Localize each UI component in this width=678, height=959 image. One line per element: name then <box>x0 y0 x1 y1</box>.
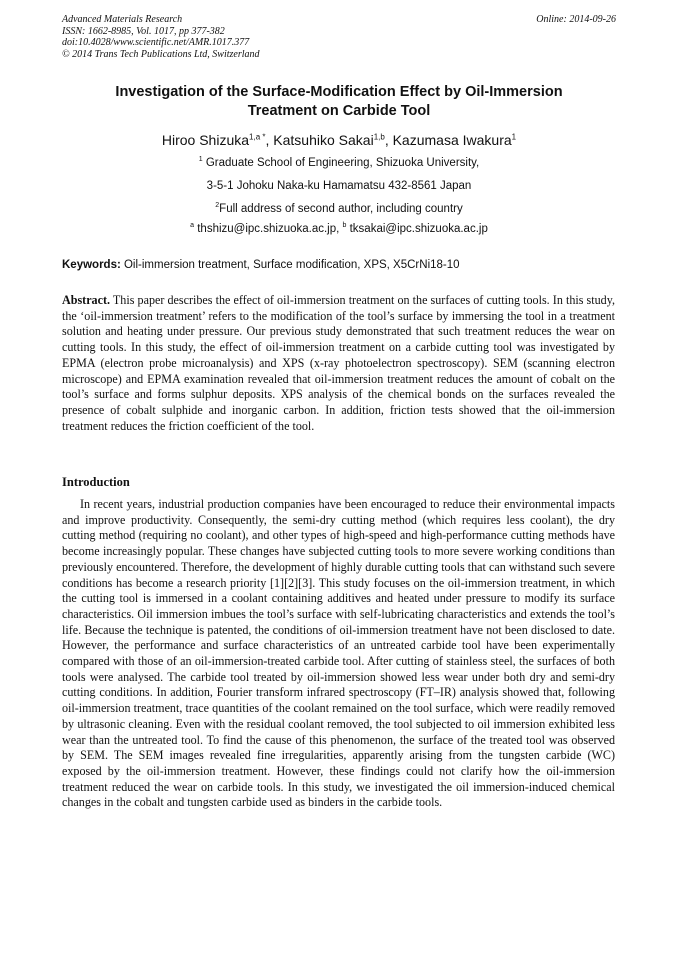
author-3-sup: 1 <box>511 132 517 142</box>
author-2-sup: 1,b <box>373 132 385 142</box>
affiliation-2-sup: 2 <box>215 202 220 209</box>
author-3-name: Kazumasa Iwakura <box>392 132 512 148</box>
copyright-line: © 2014 Trans Tech Publications Ltd, Switzerland <box>62 48 260 60</box>
affiliation-address: 3-5-1 Johoku Naka-ku Hamamatsu 432-8561 Japan <box>206 180 472 192</box>
email-a-sup: a <box>190 222 195 229</box>
keywords <box>62 259 616 271</box>
journal-header <box>62 14 616 60</box>
abstract <box>62 293 615 434</box>
abstract-label: Abstract. <box>62 293 111 307</box>
email-a: thshizu@ipc.shizuoka.ac.jp, <box>194 222 343 235</box>
keywords-text: Oil-immersion treatment, Surface modification, XPS, X5CrNi18-10 <box>120 259 460 271</box>
affiliation-1-text: Graduate School of Engineering, Shizuoka University, <box>202 156 480 169</box>
affiliation-1-sup: 1 <box>198 156 203 163</box>
author-separator: , <box>384 132 393 148</box>
author-1-sup: 1,a * <box>249 132 266 142</box>
author-line <box>40 132 638 148</box>
online-date: Online: 2014-09-26 <box>536 14 616 25</box>
author-2-name: Katsuhiko Sakai <box>273 132 374 148</box>
affiliation-1 <box>40 156 638 169</box>
abstract-text: This paper describes the effect of oil-immersion treatment on the surfaces of cutting tools. In this study, the ‘oil-immersion treatment’ refers to the modification of the tool’s surface by immersing the tool in a treatment solution and heating under pressure. Our previous study demonstrated that such treatment reduces the wear on cutting tools. In this study, the effect of oil-immersion treatment on a carbide cutting tool was investigated by EPMA (electron probe microanalysis) and XPS (x-ray photoelectron spectroscopy). SEM (scanning electron microscope) and EPMA examination revealed that oil-immersion treatment reduces the amount of cobalt on the tool’s surface and forms sulphur deposits. XPS analysis of the chemical bonds on the surfaces revealed the presence of cobalt sulphide and inorganic carbon. In addition, friction tests showed that the oil-immersion treatment reduces the friction coefficient of the tool. <box>62 293 615 433</box>
issn-line: ISSN: 1662-8985, Vol. 1017, pp 377-382 <box>62 25 225 37</box>
introduction-heading: Introduction <box>62 475 130 489</box>
affiliation-2 <box>40 202 638 215</box>
doi-line: doi:10.4028/www.scientific.net/AMR.1017.377 <box>62 37 250 48</box>
email-line <box>40 222 638 235</box>
email-b: tksakai@ipc.shizuoka.ac.jp <box>346 222 488 235</box>
affiliation-2-text: Full address of second author, including country <box>219 202 463 215</box>
author-1-name: Hiroo Shizuka <box>161 132 250 148</box>
keywords-label: Keywords: <box>62 259 121 271</box>
introduction-paragraph: In recent years, industrial production companies have been encouraged to reduce their environmental impacts and improve productivity. Consequently, the semi-dry cutting method (which requires less coolant), the dry cutting method (requiring no coolant), and other types of high-speed and high-performance cutting methods have become increasingly popular. These changes have subjected cutting tools to more severe working conditions than previously encountered. Therefore, the development of highly durable cutting tools that can withstand such severe conditions has become a research priority [1][2][3]. This study focuses on the oil-immersion treatment, in which the cutting tool is immersed in a coolant containing additives and heated under pressure to modify its surface characteristics. Oil immersion imbues the tool’s surface with self-lubricating characteristics and extends the tool’s life. Because the technique is patented, the conditions of oil-immersion treatment have not been disclosed to date. However, the performance and surface characteristics of an untreated carbide tool have been experimentally compared with those of an oil-immersion-treated carbide tool. After cutting of stainless steel, the surfaces of both tools were analysed. The carbide tool treated by oil-immersion showed less wear under both dry and semi-dry cutting conditions. In addition, Fourier transform infrared spectroscopy (FT–IR) analysis showed that, following oil-immersion treatment, trace quantities of the coolant remained on the tool surface, which were readily removed by ultrasonic cleaning. Even with the residual coolant removed, the tool subjected to oil immersion exhibited less wear than the untreated tool. To find the cause of this phenomenon, the surface of the treated tool was observed by SEM. The SEM images revealed fine irregularities, apparently arising from the tungsten carbide (WC) exposed by the oil-immersion treatment. However, these findings could not clarify how the oil-immersion treatment reduced the wear on carbide tools. In this study, we investigated the oil immersion-induced chemical changes in the cobalt and tungsten carbide used as binders in the carbide tools. <box>62 497 615 810</box>
paper-title: Investigation of the Surface-Modification Effect by Oil-Immersion Treatment on Carbide Tool <box>115 84 563 119</box>
author-separator: , <box>265 132 274 148</box>
journal-name: Advanced Materials Research <box>62 14 183 25</box>
email-b-sup: b <box>342 222 347 229</box>
